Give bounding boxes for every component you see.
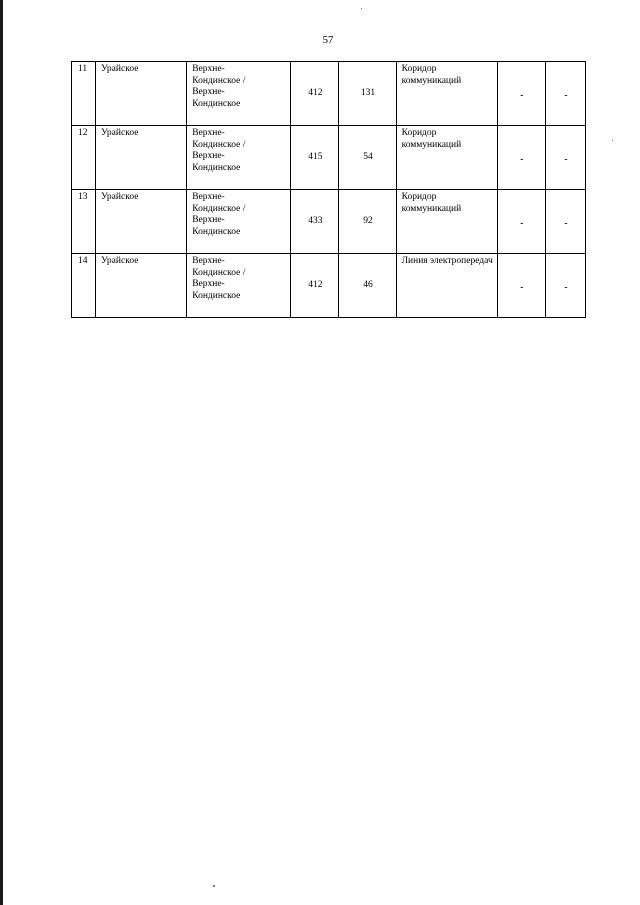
uchastkovoe-line: Верхне- [192,128,225,138]
purpose-cell: Коридор коммуникаций [396,62,497,126]
table-row [72,254,586,318]
uchastkovoe-line: Верхне- [192,215,225,225]
row-number: 13 [72,190,96,254]
uchastkovoe-line: Кондинское [192,162,241,173]
uchastkovoe-cell [187,190,291,254]
purpose-cell: Коридор коммуникаций [396,190,497,254]
dash-cell: - [497,254,545,318]
dash-cell: - [497,62,545,126]
kvartal-cell: 412 [291,62,339,126]
dash-cell: - [545,62,585,126]
uchastkovoe-line: Верхне- [192,64,225,74]
uchastkovoe-line: Верхне- [192,151,225,161]
kvartal-cell: 415 [291,126,339,190]
page-number: 57 [322,34,334,46]
uchastkovoe-line: Кондинское / [192,203,246,214]
vydel-cell: 131 [339,62,396,126]
uchastkovoe-line: Верхне- [192,192,225,202]
row-number: 14 [72,254,96,318]
uchastkovoe-line: Кондинское [192,226,241,237]
kvartal-cell: 412 [291,254,339,318]
uchastkovoe-line: Кондинское / [192,75,246,86]
uchastkovoe-line: Кондинское / [192,139,246,150]
uchastkovoe-line: Верхне- [192,279,225,289]
table-row [72,62,586,126]
dash-cell: - [545,190,585,254]
table-row [72,190,586,254]
uchastkovoe-line: Кондинское [192,290,241,301]
purpose-cell: Линия электропередач [396,254,497,318]
uchastkovoe-cell [187,62,291,126]
dash-cell: - [545,126,585,190]
lesnichestvo-cell: Урайское [96,190,187,254]
uchastkovoe-line: Верхне- [192,256,225,266]
table-row [72,126,586,190]
lesnichestvo-cell: Урайское [96,62,187,126]
scan-left-edge [0,0,3,905]
scan-speck [213,885,215,887]
lesnichestvo-cell: Урайское [96,126,187,190]
kvartal-cell: 433 [291,190,339,254]
row-number: 11 [72,62,96,126]
vydel-cell: 54 [339,126,396,190]
vydel-cell: 46 [339,254,396,318]
uchastkovoe-line: Кондинское [192,98,241,109]
dash-cell: - [497,126,545,190]
dash-cell: - [497,190,545,254]
scan-speck [361,8,362,9]
uchastkovoe-line: Кондинское / [192,267,246,278]
purpose-cell: Коридор коммуникаций [396,126,497,190]
scan-speck [612,140,613,141]
lesnichestvo-cell: Урайское [96,254,187,318]
uchastkovoe-cell [187,254,291,318]
vydel-cell: 92 [339,190,396,254]
dash-cell: - [545,254,585,318]
uchastkovoe-line: Верхне- [192,87,225,97]
forest-plots-table [71,61,586,318]
uchastkovoe-cell [187,126,291,190]
row-number: 12 [72,126,96,190]
